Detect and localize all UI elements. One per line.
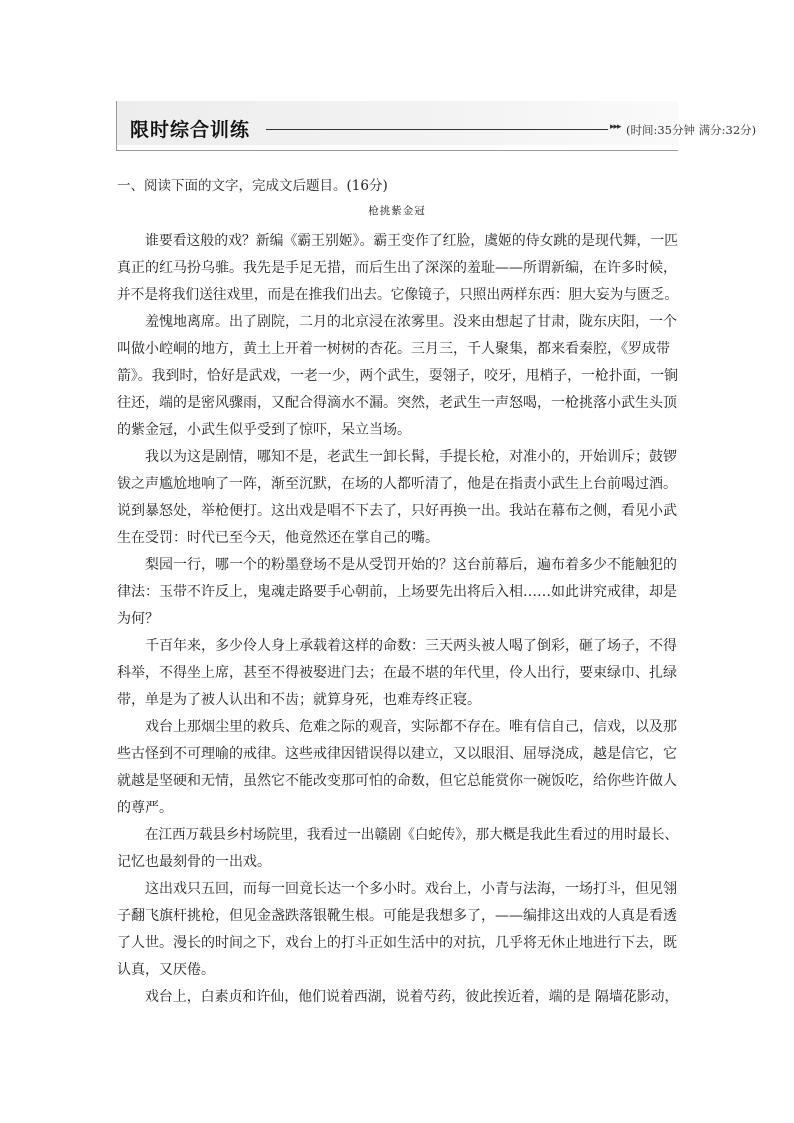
text-line: 真正的红马扮乌骓。我先是手足无措，而后生出了深深的羞耻——所谓新编，在许多时候， [117, 260, 677, 276]
text-line: 箭》。我到时，恰好是武戏，一老一少，两个武生，耍翎子，咬牙，甩梢子，一枪扑面，一锏 [117, 368, 678, 384]
text-line: 千百年来，多少伶人身上承载着这样的命数：三天两头被人喝了倒彩，砸了场子，不得 [145, 638, 677, 654]
text-line: 带，单是为了被人认出和不齿；就算身死，也难寿终正寝。 [117, 692, 481, 708]
text-line: 些古怪到不可理喻的戒律。这些戒律因错误得以建立，又以眼泪、屈辱浇成，越是信它，它 [117, 746, 677, 762]
text-line: 梨园一行，哪一个的粉墨登场不是从受罚开始的？这台前幕后，遍布着多少不能触犯的 [145, 557, 677, 573]
header-left-rule [116, 101, 117, 151]
text-line: 谁要看这般的戏？新编《霸王别姬》。霸王变作了红脸，虞姬的侍女跳的是现代舞，一匹 [145, 233, 679, 249]
text-line: 的尊严。 [117, 800, 173, 816]
text-line: 往还，端的是密风骤雨，又配合得滴水不漏。突然，老武生一声怒喝，一枪挑落小武生头顶 [117, 395, 677, 411]
text-line: 并不是将我们送往戏里，而是在推我们出去。它像镜子，只照出两样东西：胆大妄为与匮乏。 [117, 287, 679, 303]
section-header [116, 101, 757, 151]
text-line: 子翻飞旗杆挑枪，但见金盏跌落银靴生根。可能是我想多了，——编排这出戏的人真是看透 [117, 908, 677, 924]
question-prompt: 一、阅读下面的文字，完成文后题目。(16分) [117, 178, 388, 194]
text-line: 叫做小崆峒的地方，黄土上开着一树树的杏花。三月三，千人聚集，都来看秦腔，《罗成带 [117, 341, 670, 357]
header-divider [116, 150, 678, 151]
time-info: (时间:35分钟 满分:32分) [626, 123, 757, 137]
text-line: 记忆也最刻骨的一出戏。 [117, 854, 271, 870]
text-line: 钹之声尴尬地响了一阵，渐至沉默，在场的人都听清了，他是在指责小武生上台前喝过酒。 [117, 476, 677, 492]
text-line: 认真，又厌倦。 [117, 962, 215, 978]
text-line: 生在受罚：时代已至今天，他竟然还在掌自己的嘴。 [117, 530, 439, 546]
article-title: 枪挑紫金冠 [368, 205, 426, 217]
text-line: 说到暴怒处，举枪便打。这出戏是唱不下去了，只好再换一出。我站在幕布之侧，看见小武 [117, 503, 677, 519]
text-line: 就越是坚硬和无情，虽然它不能改变那可怕的命数，但它总能赏你一碗饭吃，给你些许做人 [117, 773, 677, 789]
text-line: 戏台上那烟尘里的救兵、危难之际的观音，实际都不存在。唯有信自己，信戏，以及那 [145, 719, 677, 735]
text-line: 羞愧地离席。出了剧院，二月的北京浸在浓雾里。没来由想起了甘肃，陇东庆阳，一个 [145, 314, 677, 330]
triple-arrow-icon: ▸▸▸ [610, 122, 621, 132]
text-line: 科举，不得坐上席，甚至不得被娶进门去；在最不堪的年代里，伶人出行，要束绿巾、扎绿 [117, 665, 677, 681]
text-line: 戏台上，白素贞和许仙，他们说着西湖，说着芍药，彼此挨近着，端的是 隔墙花影动， [145, 989, 679, 1005]
text-line: 律法：玉带不许反上，鬼魂走路要手心朝前，上场要先出将后入相……如此讲究戒律，却是 [117, 584, 677, 600]
text-line: 的紫金冠，小武生似乎受到了惊吓，呆立当场。 [117, 422, 411, 438]
text-line: 为何？ [117, 611, 159, 627]
text-line: 我以为这是剧情，哪知不是，老武生一卸长髯，手提长枪，对准小的，开始训斥；鼓锣 [145, 449, 677, 465]
text-line: 在江西万载县乡村场院里，我看过一出赣剧《白蛇传》，那大概是我此生看过的用时最长、 [145, 827, 678, 843]
section-title: 限时综合训练 [130, 119, 251, 141]
text-line: 这出戏只五回，而每一回竟长达一个多小时。戏台上，小青与法海，一场打斗，但见翎 [145, 881, 677, 897]
header-rule [266, 129, 608, 130]
text-line: 了人世。漫长的时间之下，戏台上的打斗正如生活中的对抗，几乎将无休止地进行下去，既 [117, 935, 677, 951]
